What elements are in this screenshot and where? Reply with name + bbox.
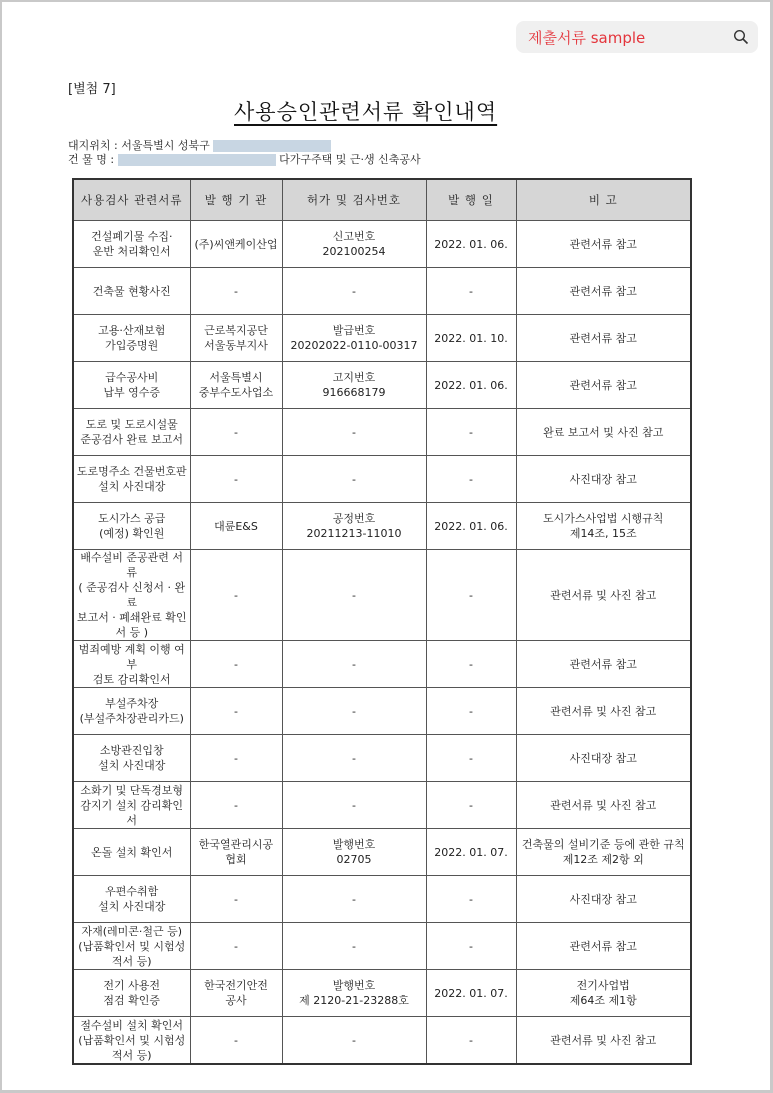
cell-line: - — [352, 704, 356, 718]
cell-line: 공사 — [225, 994, 247, 1007]
cell-doc — [73, 1017, 190, 1065]
cell-line: (납품확인서 및 시험성적서 등) — [78, 939, 186, 968]
cell-line: - — [352, 892, 356, 906]
cell-number — [282, 268, 426, 315]
cell-doc — [73, 876, 190, 923]
cell-line: - — [234, 588, 238, 602]
cell-line: 협회 — [225, 853, 247, 866]
annex-label: [별첨 7] — [68, 82, 116, 97]
cell-date: 2022. 01. 06. — [426, 503, 516, 550]
cell-line: 건축물 현황사진 — [92, 284, 171, 298]
cell-line: 자재(레미콘·철근 등) — [81, 924, 183, 938]
cell-line: 준공검사 완료 보고서 — [80, 433, 184, 446]
cell-note — [516, 876, 691, 923]
cell-line: 202100254 — [322, 245, 386, 258]
cell-line: - — [352, 751, 356, 765]
cell-note — [516, 782, 691, 829]
cell-date: - — [426, 782, 516, 829]
cell-line: 02705 — [336, 853, 372, 866]
cell-line: - — [234, 1033, 238, 1047]
building-line — [68, 151, 421, 167]
cell-issuer — [190, 641, 282, 688]
cell-line: 관련서류 참고 — [569, 237, 637, 251]
cell-date: - — [426, 735, 516, 782]
table-row — [73, 782, 691, 829]
redacted-building-name — [118, 154, 276, 166]
cell-line: 제64조 제1항 — [569, 994, 637, 1007]
table-row — [73, 829, 691, 876]
cell-line: 제 2120-21-23288호 — [299, 994, 409, 1007]
cell-date: - — [426, 641, 516, 688]
table-row — [73, 876, 691, 923]
cell-note — [516, 1017, 691, 1065]
cell-date: - — [426, 268, 516, 315]
cell-date: 2022. 01. 07. — [426, 829, 516, 876]
cell-doc — [73, 641, 190, 688]
cell-line: 제12조 제2항 외 — [562, 853, 644, 866]
search-query[interactable]: 제출서류 sample — [528, 29, 646, 47]
cell-line: 도시가스 공급 — [98, 512, 166, 525]
table-row — [73, 362, 691, 409]
cell-line: - — [352, 1033, 356, 1047]
cell-issuer — [190, 782, 282, 829]
cell-line: 관련서류 참고 — [569, 284, 637, 298]
cell-line: 우편수취함 — [105, 885, 159, 898]
cell-issuer — [190, 735, 282, 782]
cell-line: 배수설비 준공관련 서류 — [80, 551, 184, 579]
cell-doc — [73, 268, 190, 315]
cell-date: 2022. 01. 07. — [426, 970, 516, 1017]
cell-line: 감지기 설치 감리확인서 — [80, 798, 184, 827]
header-date: 발 행 일 — [426, 179, 516, 221]
cell-line: 범죄예방 계획 이행 여부 — [78, 642, 185, 671]
table-row — [73, 735, 691, 782]
building-desc: 다가구주택 및 근·생 신축공사 — [279, 153, 421, 166]
cell-line: 관련서류 참고 — [569, 331, 637, 345]
cell-line: - — [352, 939, 356, 953]
cell-line: 관련서류 참고 — [569, 657, 637, 671]
cell-line: 고지번호 — [332, 371, 376, 384]
cell-date: 2022. 01. 10. — [426, 315, 516, 362]
table-row — [73, 456, 691, 503]
cell-line: - — [352, 657, 356, 671]
cell-note — [516, 409, 691, 456]
cell-line: 제14조, 15조 — [569, 527, 637, 540]
cell-number — [282, 782, 426, 829]
cell-number — [282, 876, 426, 923]
cell-doc — [73, 688, 190, 735]
cell-note — [516, 829, 691, 876]
cell-line: 완료 보고서 및 사진 참고 — [543, 425, 664, 439]
cell-line: 온돌 설치 확인서 — [91, 845, 173, 859]
header-number: 허가 및 검사번호 — [282, 179, 426, 221]
cell-line: 한국열관리시공 — [198, 838, 274, 851]
cell-line: 관련서류 참고 — [569, 378, 637, 392]
document-page — [2, 2, 770, 1090]
cell-note — [516, 221, 691, 268]
cell-line: 20202022-0110-00317 — [290, 339, 418, 352]
cell-line: - — [234, 751, 238, 765]
cell-line: 발행번호 — [332, 979, 376, 992]
cell-issuer — [190, 409, 282, 456]
cell-line: - — [234, 892, 238, 906]
cell-line: - — [234, 284, 238, 298]
cell-date: - — [426, 456, 516, 503]
cell-line: - — [352, 588, 356, 602]
cell-doc — [73, 362, 190, 409]
cell-number — [282, 829, 426, 876]
cell-date: - — [426, 1017, 516, 1065]
cell-line: 한국전기안전 — [204, 979, 268, 992]
cell-date: - — [426, 409, 516, 456]
cell-note — [516, 268, 691, 315]
cell-line: 급수공사비 — [105, 371, 159, 384]
cell-line: 보고서 · 폐쇄완료 확인서 등 ) — [76, 611, 187, 639]
table-row — [73, 503, 691, 550]
cell-line: 도시가스사업법 시행규칙 — [543, 512, 664, 525]
documents-table — [72, 178, 692, 1065]
cell-line: 사진대장 참고 — [569, 472, 637, 486]
cell-note — [516, 315, 691, 362]
cell-line: 중부수도사업소 — [198, 386, 274, 399]
building-label: 건 물 명 : — [68, 153, 115, 166]
cell-issuer — [190, 829, 282, 876]
cell-doc — [73, 923, 190, 970]
cell-note — [516, 923, 691, 970]
search-bar[interactable] — [516, 21, 758, 53]
cell-line: ( 준공검사 신청서 · 완료 — [78, 581, 186, 609]
cell-issuer — [190, 221, 282, 268]
cell-line: 설치 사진대장 — [98, 900, 166, 913]
cell-line: 가입증명원 — [105, 339, 159, 352]
header-doc: 사용검사 관련서류 — [73, 179, 190, 221]
cell-line: - — [234, 704, 238, 718]
cell-line: 납부 영수증 — [103, 386, 161, 399]
table-row — [73, 409, 691, 456]
table-row — [73, 315, 691, 362]
header-issuer: 발 행 기 관 — [190, 179, 282, 221]
cell-doc — [73, 550, 190, 641]
cell-line: - — [234, 798, 238, 812]
cell-number — [282, 923, 426, 970]
cell-line: - — [352, 472, 356, 486]
cell-line: 발행번호 — [332, 838, 376, 851]
cell-line: - — [352, 798, 356, 812]
cell-line: 관련서류 및 사진 참고 — [550, 588, 657, 602]
cell-number — [282, 362, 426, 409]
cell-line: 916668179 — [322, 386, 386, 399]
cell-issuer — [190, 1017, 282, 1065]
cell-date: - — [426, 688, 516, 735]
cell-line: - — [234, 939, 238, 953]
cell-line: 절수설비 설치 확인서 — [80, 1018, 184, 1032]
cell-number — [282, 221, 426, 268]
cell-line: 소방관진입창 — [99, 744, 164, 757]
cell-number — [282, 456, 426, 503]
cell-line: (예정) 확인원 — [99, 527, 165, 540]
cell-doc — [73, 970, 190, 1017]
cell-line: (납품확인서 및 시험성적서 등) — [78, 1033, 186, 1062]
cell-line: 고용·산재보험 — [98, 324, 166, 337]
cell-line: 서울동부지사 — [204, 339, 268, 352]
table-row — [73, 550, 691, 641]
cell-doc — [73, 315, 190, 362]
cell-line: 관련서류 및 사진 참고 — [550, 704, 657, 718]
cell-line: 사진대장 참고 — [569, 892, 637, 906]
cell-issuer — [190, 315, 282, 362]
cell-line: 설치 사진대장 — [98, 480, 166, 493]
cell-number — [282, 641, 426, 688]
cell-line: (주)씨앤케이산업 — [194, 237, 278, 251]
cell-date: 2022. 01. 06. — [426, 362, 516, 409]
cell-line: 건축물의 설비기준 등에 관한 규칙 — [521, 838, 685, 851]
cell-doc — [73, 782, 190, 829]
cell-doc — [73, 829, 190, 876]
cell-line: 신고번호 — [332, 230, 376, 243]
header-note: 비 고 — [516, 179, 691, 221]
location-label: 대지위치 : 서울특별시 성북구 — [68, 139, 210, 152]
search-icon[interactable] — [733, 29, 749, 45]
cell-number — [282, 315, 426, 362]
cell-line: 도로 및 도로시설물 — [85, 418, 178, 431]
cell-number — [282, 1017, 426, 1065]
cell-number — [282, 970, 426, 1017]
table-row — [73, 688, 691, 735]
cell-issuer — [190, 688, 282, 735]
cell-number — [282, 735, 426, 782]
cell-issuer — [190, 456, 282, 503]
cell-date: - — [426, 550, 516, 641]
cell-line: 서울특별시 — [209, 371, 263, 384]
cell-line: - — [234, 425, 238, 439]
cell-doc — [73, 456, 190, 503]
table-row — [73, 970, 691, 1017]
cell-line: - — [234, 472, 238, 486]
cell-line: 공정번호 — [332, 512, 376, 525]
cell-issuer — [190, 970, 282, 1017]
table-row — [73, 268, 691, 315]
cell-line: 전기사업법 — [576, 979, 630, 992]
cell-line: 관련서류 및 사진 참고 — [550, 1033, 657, 1047]
cell-issuer — [190, 550, 282, 641]
cell-line: 점검 확인증 — [103, 994, 161, 1007]
cell-note — [516, 688, 691, 735]
cell-note — [516, 503, 691, 550]
page-title: 사용승인관련서류 확인내역 — [234, 100, 498, 124]
cell-line: 20211213-11010 — [306, 527, 402, 540]
cell-line: (부설주차장관리카드) — [79, 712, 184, 725]
cell-line: 소화기 및 단독경보형 — [80, 783, 184, 797]
cell-note — [516, 550, 691, 641]
cell-line: 설치 사진대장 — [98, 759, 166, 772]
cell-note — [516, 456, 691, 503]
cell-line: 전기 사용전 — [103, 979, 161, 992]
cell-doc — [73, 409, 190, 456]
cell-note — [516, 641, 691, 688]
cell-line: - — [352, 284, 356, 298]
table-row — [73, 923, 691, 970]
table-row — [73, 1017, 691, 1065]
cell-issuer — [190, 268, 282, 315]
cell-issuer — [190, 503, 282, 550]
cell-line: 근로복지공단 — [204, 324, 268, 337]
cell-issuer — [190, 876, 282, 923]
cell-line: - — [352, 425, 356, 439]
cell-line: - — [234, 657, 238, 671]
cell-line: 검토 감리확인서 — [92, 672, 171, 686]
cell-line: 관련서류 참고 — [569, 939, 637, 953]
cell-number — [282, 688, 426, 735]
cell-line: 건설폐기물 수집· — [91, 230, 173, 243]
cell-doc — [73, 503, 190, 550]
cell-line: 운반 처리확인서 — [92, 245, 171, 258]
cell-line: 부설주차장 — [105, 697, 159, 710]
table-row — [73, 641, 691, 688]
cell-date: - — [426, 923, 516, 970]
cell-line: 발급번호 — [332, 324, 376, 337]
cell-date: - — [426, 876, 516, 923]
cell-line: 도로명주소 건물번호판 — [76, 465, 187, 478]
cell-doc — [73, 735, 190, 782]
cell-line: 관련서류 및 사진 참고 — [550, 798, 657, 812]
cell-line: 사진대장 참고 — [569, 751, 637, 765]
cell-line: 대륜E&S — [214, 519, 258, 533]
cell-note — [516, 735, 691, 782]
table-row — [73, 221, 691, 268]
cell-date: 2022. 01. 06. — [426, 221, 516, 268]
cell-number — [282, 503, 426, 550]
table-header-row — [73, 179, 691, 221]
cell-note — [516, 362, 691, 409]
cell-note — [516, 970, 691, 1017]
cell-issuer — [190, 923, 282, 970]
cell-number — [282, 409, 426, 456]
cell-doc — [73, 221, 190, 268]
table-body — [73, 221, 691, 1065]
cell-number — [282, 550, 426, 641]
cell-issuer — [190, 362, 282, 409]
